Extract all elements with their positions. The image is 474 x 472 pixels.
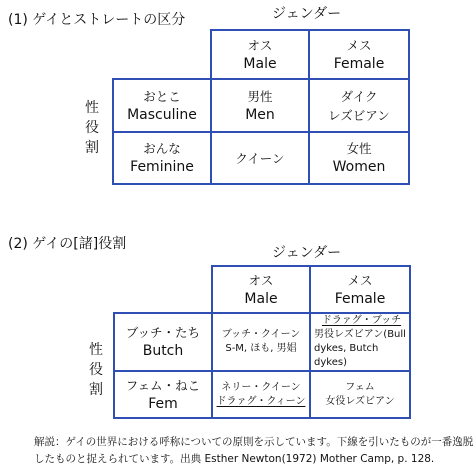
row-header-butch: ブッチ・たち Butch [114,313,212,371]
cell-fem: フェム 女役レズビアン [310,371,410,418]
section1-gender-header: ジェンダー [272,6,342,22]
cell-queen: クイーン [211,132,309,184]
section1-role-header: 性 役 割 [85,100,99,156]
row-header-masculine: おとこ Masculine [113,79,211,132]
section2-title: (2) ゲイの[諸]役割 [8,236,127,252]
col-header-male: オス Male [212,266,310,313]
corner-blank [114,266,212,313]
cell-women: 女性 Women [309,132,409,184]
cell-nelly-queen: ネリー・クイーン ドラァグ・クィーン [212,371,310,418]
section1-table [112,29,410,185]
row-header-fem: フェム・ねこ Fem [114,371,212,418]
col-header-female: メス Female [310,266,410,313]
row-header-feminine: おんな Feminine [113,132,211,184]
section1-title: (1) ゲイとストレートの区分 [8,12,186,28]
section2-gender-header: ジェンダー [272,245,342,261]
cell-men: 男性 Men [211,79,309,132]
col-header-male: オス Male [211,30,309,79]
note-line-2: したものと捉えられています。出典 Esther Newton(1972) Mother Camp, p. 128. [34,453,435,465]
corner-blank [113,30,211,79]
cell-butch-queen: ブッチ・クイーン S-M, ほも, 男娼 [212,313,310,371]
col-header-female: メス Female [309,30,409,79]
cell-drag-butch: ドラァグ・ブッチ 男役レズビアン(Bull dykes, Butch dykes) [310,313,410,371]
section2-role-header: 性 役 割 [89,342,103,398]
cell-dyke: ダイク レズビアン [309,79,409,132]
note-line-1: 解説：ゲイの世界における呼称についての原則を示しています。下線を引いたものが一番逸脱 [34,436,474,448]
section2-table [113,265,411,419]
